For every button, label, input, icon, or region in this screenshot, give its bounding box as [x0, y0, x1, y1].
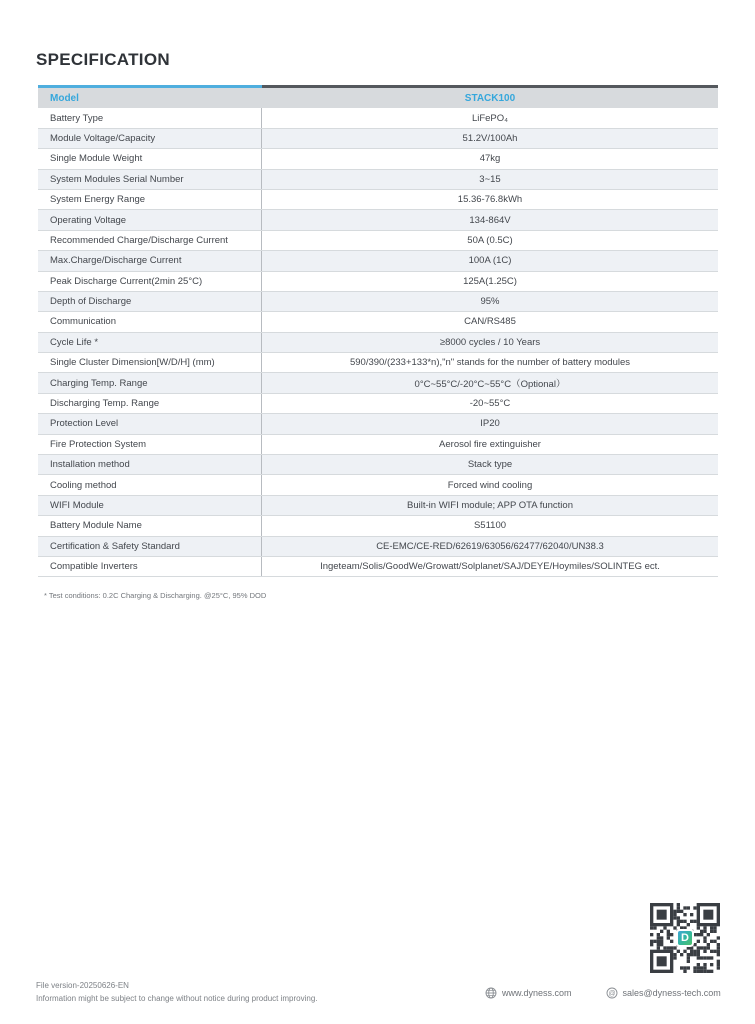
email-icon	[606, 987, 618, 999]
spec-label: Certification & Safety Standard	[38, 537, 262, 556]
spec-value: Aerosol fire extinguisher	[439, 438, 541, 450]
svg-text:@: @	[607, 990, 616, 998]
file-version: File version-20250626-EN	[36, 981, 129, 990]
spec-label: Battery Type	[38, 108, 262, 127]
qr-center-logo: D	[676, 929, 694, 947]
spec-label: Charging Temp. Range	[38, 373, 262, 392]
spec-label: Max.Charge/Discharge Current	[38, 251, 262, 270]
spec-value: CAN/RS485	[464, 316, 516, 328]
spec-label: Compatible Inverters	[38, 557, 262, 576]
spec-row	[38, 496, 718, 516]
spec-row	[38, 333, 718, 353]
spec-value: 125A(1.25C)	[463, 275, 517, 287]
spec-value: 51.2V/100Ah	[462, 132, 518, 144]
spec-row	[38, 231, 718, 251]
spec-value: 100A (1C)	[468, 255, 512, 267]
spec-label: Cooling method	[38, 475, 262, 494]
spec-label: Single Cluster Dimension[W/D/H] (mm)	[38, 353, 262, 372]
spec-row	[38, 108, 718, 128]
spec-value: 134-864V	[469, 214, 511, 226]
spec-row	[38, 210, 718, 230]
spec-label: Discharging Temp. Range	[38, 394, 262, 413]
spec-value: CE-EMC/CE-RED/62619/63056/62477/62040/UN38.3	[376, 540, 604, 552]
spec-value: ≥8000 cycles / 10 Years	[439, 336, 541, 348]
email-text: sales@dyness-tech.com	[622, 988, 721, 998]
spec-row	[38, 557, 718, 577]
spec-row	[38, 251, 718, 271]
spec-value: IP20	[480, 418, 500, 430]
spec-row	[38, 414, 718, 434]
spec-label: System Modules Serial Number	[38, 170, 262, 189]
spec-value: -20~55°C	[469, 398, 511, 410]
footer-right	[485, 987, 721, 999]
spec-label: Cycle Life *	[38, 333, 262, 352]
footer-left	[36, 979, 318, 1005]
spec-label: Protection Level	[38, 414, 262, 433]
website-text: www.dyness.com	[502, 988, 572, 998]
table-header-row	[38, 88, 718, 108]
spec-label: Module Voltage/Capacity	[38, 129, 262, 148]
spec-label: WIFI Module	[38, 496, 262, 515]
spec-value: 15.36-76.8kWh	[457, 194, 523, 206]
spec-row	[38, 516, 718, 536]
spec-row	[38, 129, 718, 149]
spec-value: Stack type	[467, 459, 513, 471]
spec-value: 50A (0.5C)	[467, 234, 513, 246]
table-header-model-label: Model	[50, 92, 79, 104]
spec-label: Battery Module Name	[38, 516, 262, 535]
spec-label: Operating Voltage	[38, 210, 262, 229]
spec-row	[38, 394, 718, 414]
spec-row	[38, 170, 718, 190]
spec-value: Ingeteam/Solis/GoodWe/Growatt/Solplanet/SAJ/DEYE/Hoymiles/SOLINTEG ect.	[320, 561, 660, 573]
spec-row	[38, 292, 718, 312]
spec-value: 95%	[480, 296, 500, 308]
specification-table	[38, 85, 718, 577]
table-accent-bar	[38, 85, 718, 88]
spec-value: 47kg	[479, 153, 501, 165]
table-body	[38, 108, 718, 577]
accent-bar-dark-segment	[262, 85, 718, 88]
footnote: * Test conditions: 0.2C Charging & Discharging. @25°C, 95% DOD	[44, 591, 267, 600]
table-header-model-value: STACK100	[464, 92, 516, 104]
spec-row	[38, 455, 718, 475]
spec-value: 590/390/(233+133*n),"n" stands for the number of battery modules	[349, 357, 631, 369]
spec-label: System Energy Range	[38, 190, 262, 209]
spec-value: 3~15	[479, 173, 501, 185]
spec-label: Communication	[38, 312, 262, 331]
spec-row	[38, 435, 718, 455]
qr-code	[650, 903, 720, 973]
spec-label: Peak Discharge Current(2min 25°C)	[38, 272, 262, 291]
spec-row	[38, 272, 718, 292]
spec-value: S51100	[473, 520, 507, 532]
spec-row	[38, 312, 718, 332]
footer-disclaimer: Information might be subject to change without notice during product improving.	[36, 994, 318, 1003]
accent-bar-blue-segment	[38, 85, 262, 88]
spec-row	[38, 373, 718, 393]
spec-label: Depth of Discharge	[38, 292, 262, 311]
spec-row	[38, 353, 718, 373]
spec-value: LiFePO₄	[471, 112, 509, 124]
spec-row	[38, 475, 718, 495]
email-link[interactable]	[606, 987, 721, 999]
spec-value: Forced wind cooling	[447, 479, 533, 491]
spec-value: Built-in WIFI module; APP OTA function	[407, 500, 573, 511]
spec-value: 0°C~55°C/-20°C~55°C（Optional）	[414, 379, 566, 391]
spec-row	[38, 149, 718, 169]
globe-icon	[485, 987, 497, 999]
spec-label: Fire Protection System	[38, 435, 262, 454]
spec-label: Installation method	[38, 455, 262, 474]
spec-row	[38, 537, 718, 557]
spec-label: Single Module Weight	[38, 149, 262, 168]
website-link[interactable]	[485, 987, 572, 999]
page-title: SPECIFICATION	[36, 50, 170, 69]
spec-row	[38, 190, 718, 210]
spec-label: Recommended Charge/Discharge Current	[38, 231, 262, 250]
